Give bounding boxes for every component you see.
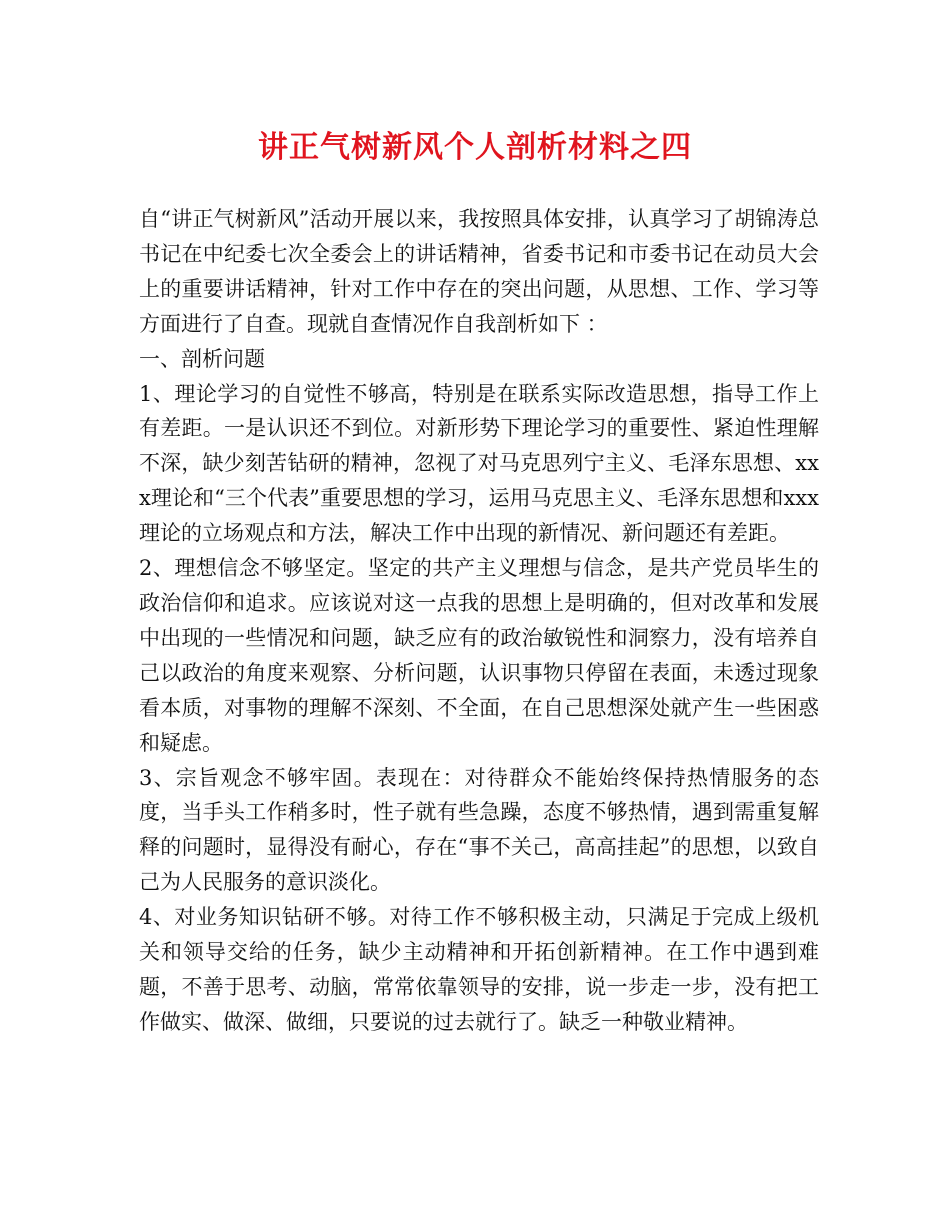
problem-paragraph-4: 4、对业务知识钻研不够。对待工作不够积极主动，只满足于完成上级机关和领导交给的任务，缺少主动精神和开拓创新精神。在工作中遇到难题，不善于思考、动脑，常常依靠领导的安排，说一步走一步，没有把工作做实、做深、做细，只要说的过去就行了。缺乏一种敬业精神。 (139, 905, 819, 1034)
problem-paragraph-2: 2、理想信念不够坚定。坚定的共产主义理想与信念，是共产党员毕生的政治信仰和追求。应该说对这一点我的思想上是明确的，但对改革和发展中出现的一些情况和问题，缺乏应有的政治敏锐性和洞察力，没有培养自己以政治的角度来观察、分析问题，认识事物只停留在表面，未透过现象看本质，对事物的理解不深刻、不全面，在自己思想深处就产生一些困惑和疑虑。 (139, 556, 819, 755)
problem-paragraph-1: 1、理论学习的自觉性不够高，特别是在联系实际改造思想，指导工作上有差距。一是认识还不到位。对新形势下理论学习的重要性、紧迫性理解不深，缺少刻苦钻研的精神，忽视了对马克思列宁主义、毛泽东思想、xxx理论和“三个代表”重要思想的学习，运用马克思主义、毛泽东思想和xxx理论的立场观点和方法，解决工作中出现的新情况、新问题还有差距。 (139, 381, 819, 546)
problem-paragraph-3: 3、宗旨观念不够牢固。表现在：对待群众不能始终保持热情服务的态度，当手头工作稍多时，性子就有些急躁，态度不够热情，遇到需重复解释的问题时，显得没有耐心，存在“事不关己，高高挂起”的思想，以致自己为人民服务的意识淡化。 (139, 765, 819, 895)
intro-paragraph: 自“讲正气树新风”活动开展以来，我按照具体安排，认真学习了胡锦涛总书记在中纪委七次全委会上的讲话精神，省委书记和市委书记在动员大会上的重要讲话精神，针对工作中存在的突出问题，从思想、工作、学习等方面进行了自查。现就自查情况作自我剖析如下 ： (139, 207, 819, 336)
section-heading: 一、剖析问题 (139, 346, 265, 371)
document-title: 讲正气树新风个人剖析材料之四 (258, 130, 692, 165)
document-body (139, 202, 819, 1040)
